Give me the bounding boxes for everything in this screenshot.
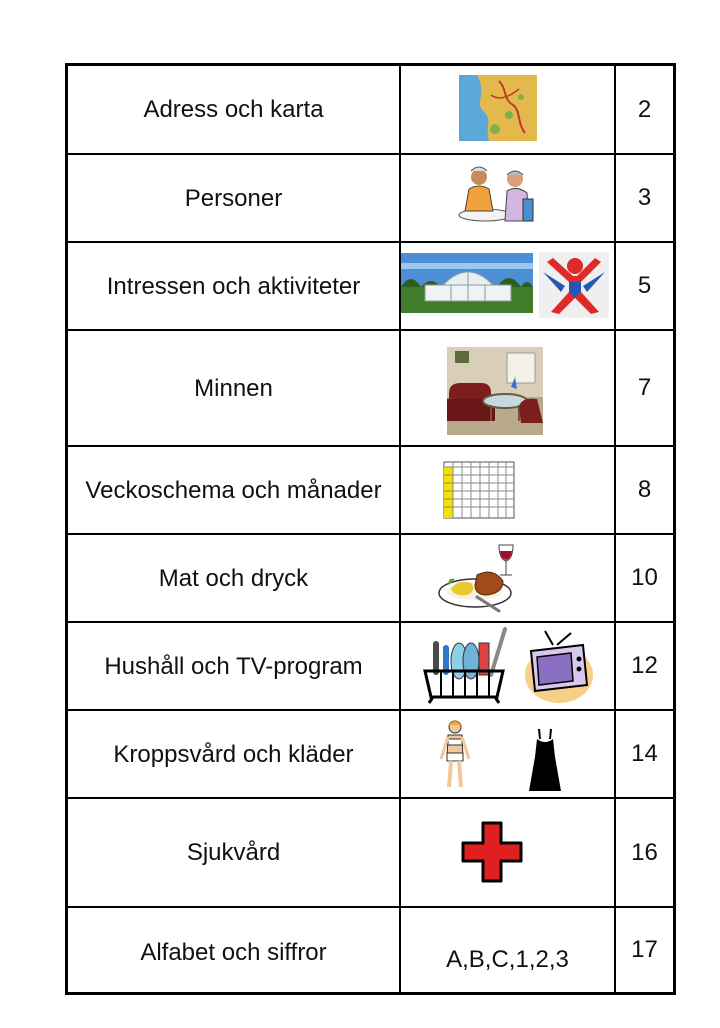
row-page-number: 7	[637, 374, 652, 401]
row-picture	[401, 623, 616, 709]
row-page-number: 2	[637, 95, 652, 123]
row-page-number: 14	[631, 740, 658, 767]
row-page-number: 12	[631, 652, 658, 679]
row-page-number: 17	[631, 936, 658, 963]
row-picture	[401, 799, 616, 906]
table-row	[68, 243, 673, 331]
row-page-number: 10	[631, 564, 658, 591]
row-title: Hushåll och TV-program	[68, 623, 401, 709]
row-picture	[401, 243, 616, 329]
table-row	[68, 535, 673, 623]
activity-figure-icon	[539, 252, 609, 318]
dress-icon	[527, 727, 563, 793]
dish-rack-icon	[419, 625, 509, 705]
row-title: Adress och karta	[68, 66, 401, 153]
table-row	[68, 447, 673, 535]
row-page-number: 3	[637, 184, 652, 211]
row-page-number: 5	[637, 272, 652, 299]
row-page-number: 8	[637, 476, 652, 503]
row-picture	[401, 535, 616, 621]
row-title: Alfabet och siffror	[68, 908, 401, 992]
row-title: Minnen	[68, 331, 401, 445]
table-of-contents	[65, 63, 676, 995]
tv-icon	[521, 629, 595, 705]
table-row	[68, 799, 673, 908]
row-picture	[401, 711, 616, 797]
red-cross-icon	[461, 821, 523, 883]
row-page-number: 16	[631, 838, 658, 866]
row-picture	[401, 908, 616, 992]
table-row	[68, 66, 673, 155]
meal-plate-icon	[437, 541, 517, 617]
living-room-icon	[447, 347, 543, 435]
greenhouse-icon	[401, 253, 533, 313]
row-title: Veckoschema och månader	[68, 447, 401, 533]
table-row	[68, 155, 673, 243]
row-title: Sjukvård	[68, 799, 401, 906]
people-icon	[457, 163, 539, 227]
calendar-grid-icon	[443, 461, 515, 519]
row-title: Personer	[68, 155, 401, 241]
table-row	[68, 908, 673, 992]
row-title: Kroppsvård och kläder	[68, 711, 401, 797]
row-picture	[401, 155, 616, 241]
map-icon	[459, 75, 537, 141]
row-picture	[401, 66, 616, 153]
table-row	[68, 623, 673, 711]
alphabet-numbers-text: A,B,C,1,2,3	[446, 946, 569, 973]
row-picture	[401, 447, 616, 533]
row-title: Intressen och aktiviteter	[68, 243, 401, 329]
row-title: Mat och dryck	[68, 535, 401, 621]
table-row	[68, 711, 673, 799]
table-row	[68, 331, 673, 447]
row-picture	[401, 331, 616, 445]
person-icon	[435, 719, 475, 791]
